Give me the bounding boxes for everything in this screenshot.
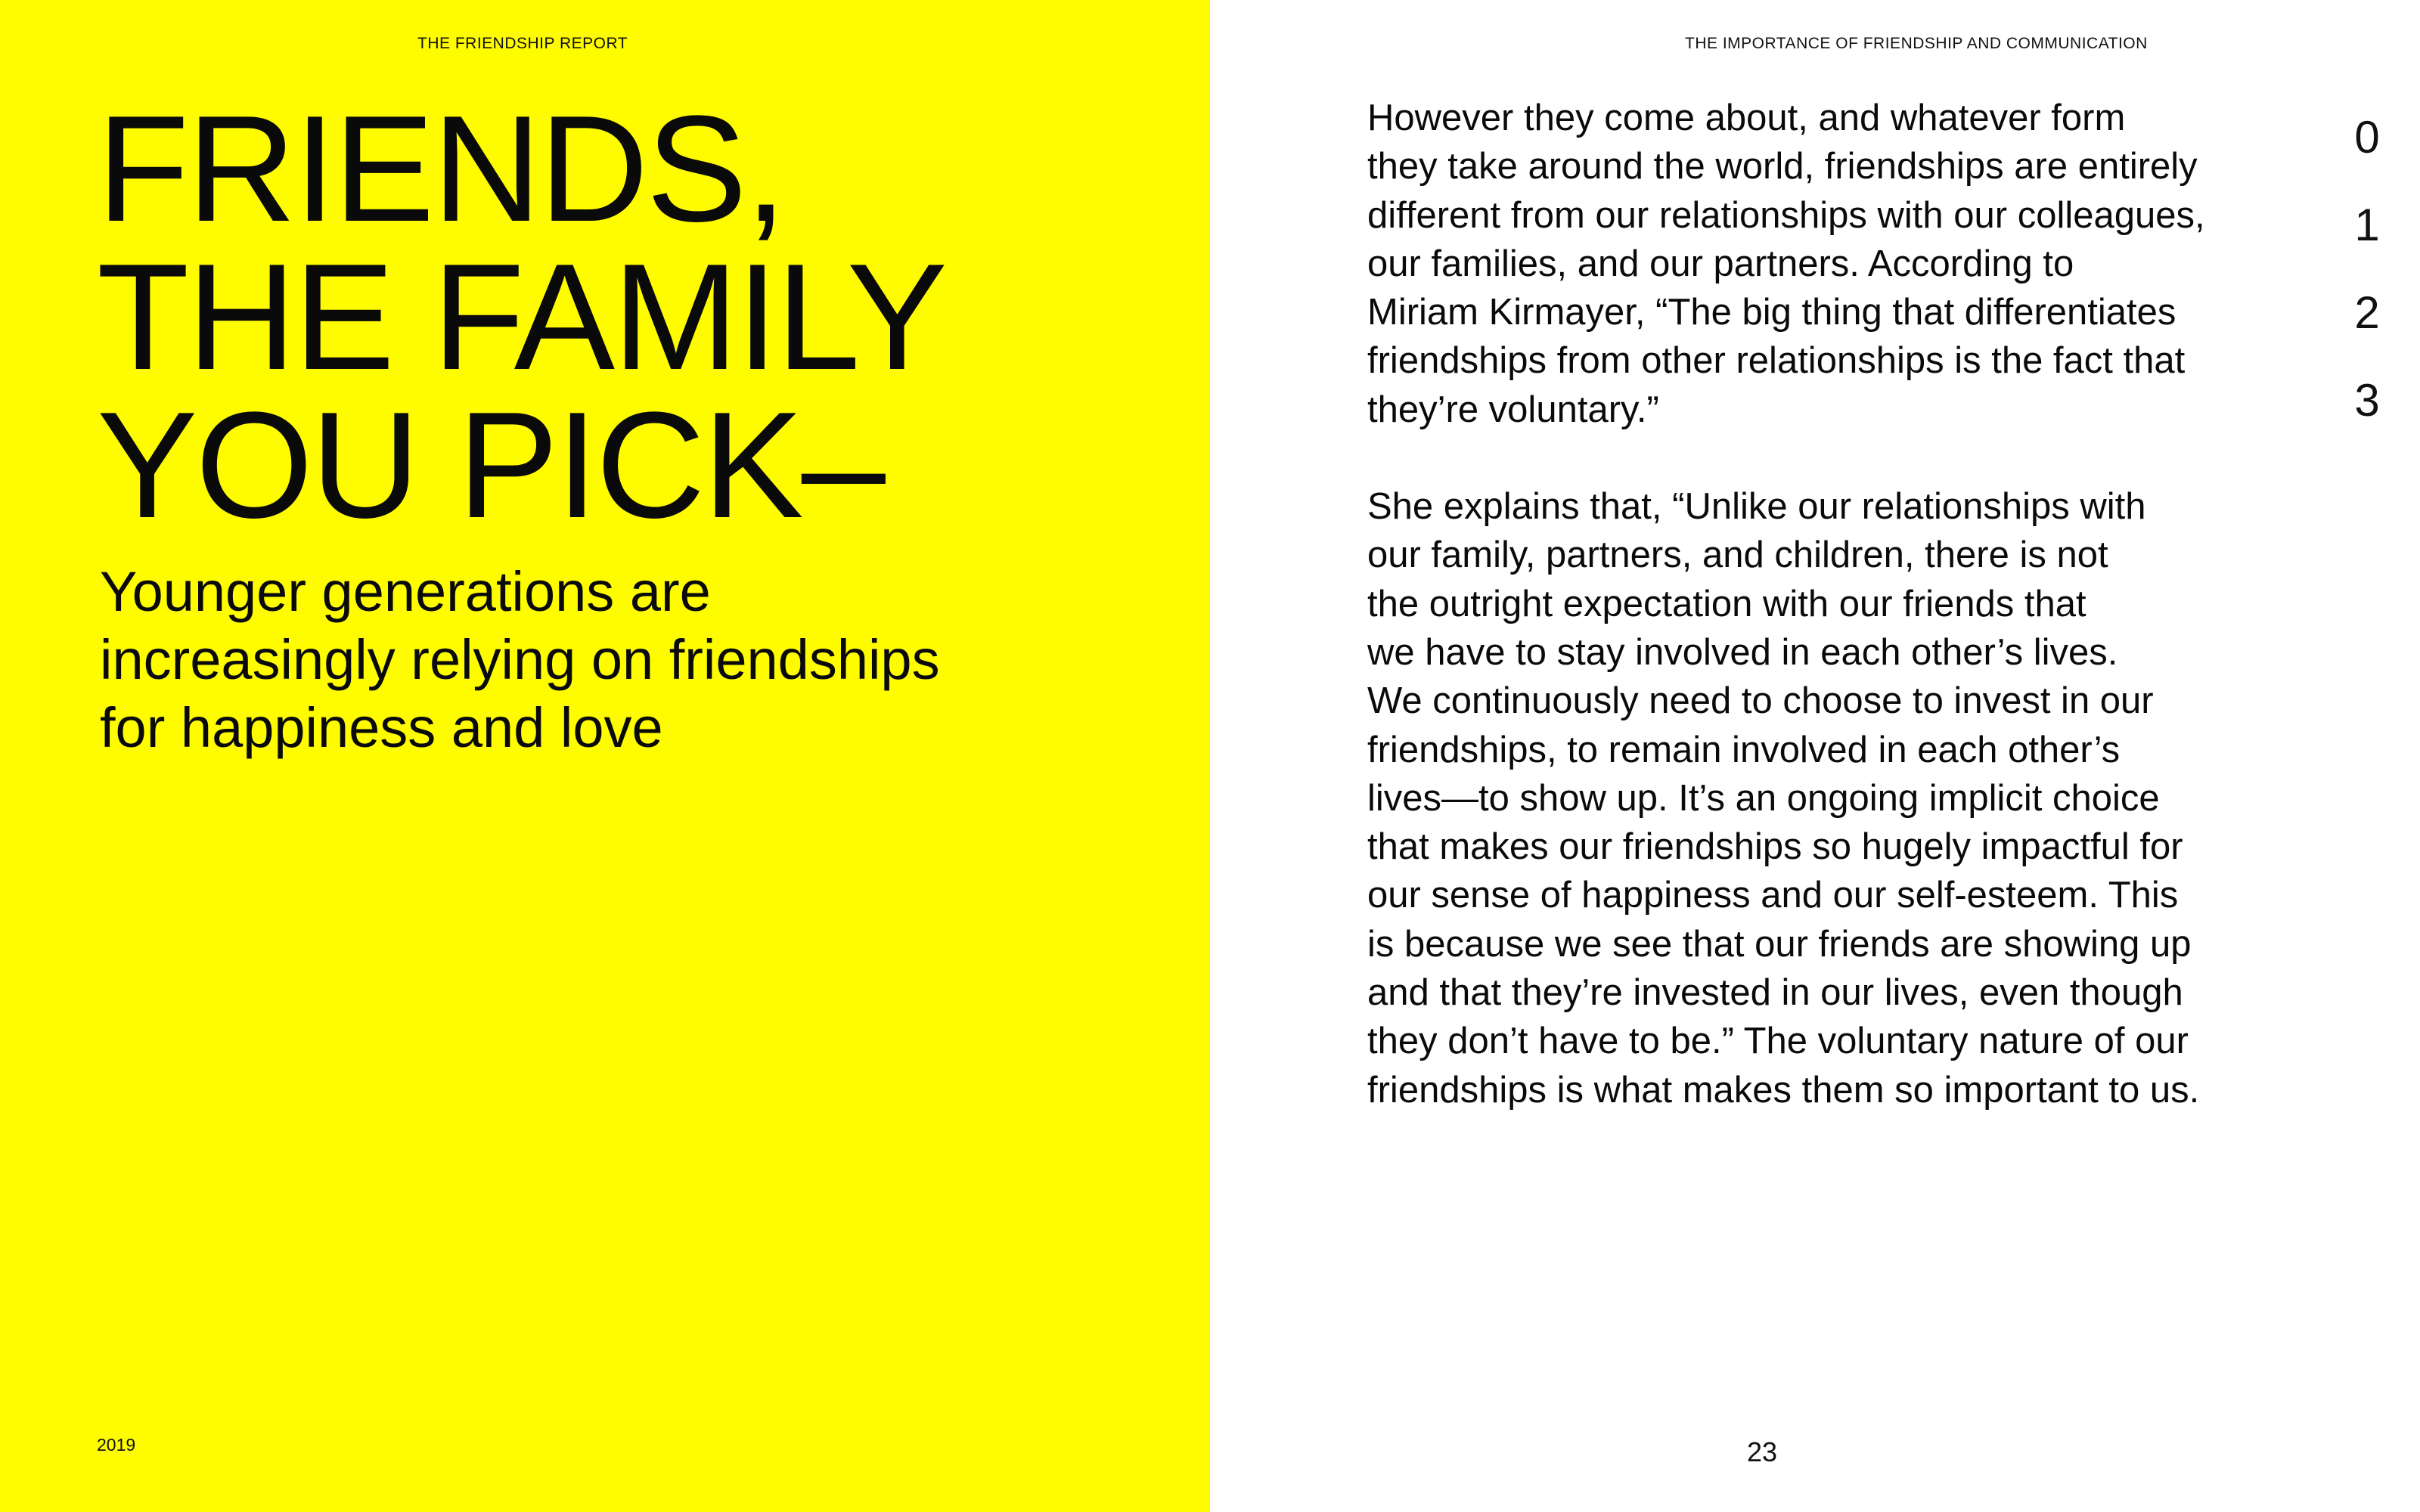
body-line: different from our relationships with our colleagues, <box>1367 194 2205 236</box>
body-line: they take around the world, friendships are entirely <box>1367 146 2198 187</box>
headline <box>97 85 1156 550</box>
body-line: We continuously need to choose to invest in our <box>1367 680 2154 722</box>
page-number: 23 <box>1746 1436 1778 1467</box>
running-head-right: THE IMPORTANCE OF FRIENDSHIP AND COMMUNICATION <box>1685 35 2148 52</box>
year-label: 2019 <box>97 1435 136 1455</box>
body-line: and that they’re invested in our lives, even though <box>1367 972 2183 1014</box>
chapter-number: 1 <box>2354 200 2380 250</box>
running-head-left: THE FRIENDSHIP REPORT <box>417 35 628 52</box>
body-text <box>1367 94 2297 1114</box>
right-page <box>1210 0 2420 1512</box>
subheadline <box>100 558 1143 762</box>
body-line: they don’t have to be.” The voluntary nature of our <box>1367 1021 2189 1062</box>
body-line: they’re voluntary.” <box>1367 389 1659 430</box>
body-paragraph-1 <box>1367 94 2297 434</box>
body-line: friendships, to remain involved in each other’s <box>1367 729 2121 770</box>
chapter-number: 0 <box>2354 112 2380 163</box>
body-line: our families, and our partners. According to <box>1367 243 2074 284</box>
chapter-index <box>2344 94 2390 445</box>
body-paragraph-2 <box>1367 482 2297 1114</box>
body-line: the outright expectation with our friends that <box>1367 583 2086 624</box>
chapter-number: 3 <box>2354 375 2380 426</box>
body-line: Miriam Kirmayer, “The big thing that differentiates <box>1367 292 2176 333</box>
body-line: that makes our friendships so hugely impactful for <box>1367 826 2183 868</box>
body-line: She explains that, “Unlike our relationships with <box>1367 486 2146 528</box>
body-line: our family, partners, and children, there is not <box>1367 534 2108 576</box>
body-line: is because we see that our friends are showing up <box>1367 923 2192 965</box>
body-line: friendships is what makes them so important to us. <box>1367 1069 2200 1111</box>
body-line: However they come about, and whatever form <box>1367 98 2126 138</box>
body-line: lives—to show up. It’s an ongoing implicit choice <box>1367 777 2160 819</box>
subhead-line: increasingly relying on friendships <box>100 628 940 691</box>
body-line: we have to stay involved in each other’s lives. <box>1367 631 2118 673</box>
headline-line: FRIENDS, <box>97 85 785 253</box>
chapter-number: 2 <box>2354 287 2380 338</box>
subhead-line: Younger generations are <box>100 560 711 623</box>
headline-line: YOU PICK– <box>97 381 883 550</box>
headline-line: THE FAMILY <box>97 233 946 401</box>
body-line: friendships from other relationships is the fact that <box>1367 340 2186 382</box>
subhead-line: for happiness and love <box>100 696 663 759</box>
body-line: our sense of happiness and our self-esteem. This <box>1367 875 2179 916</box>
